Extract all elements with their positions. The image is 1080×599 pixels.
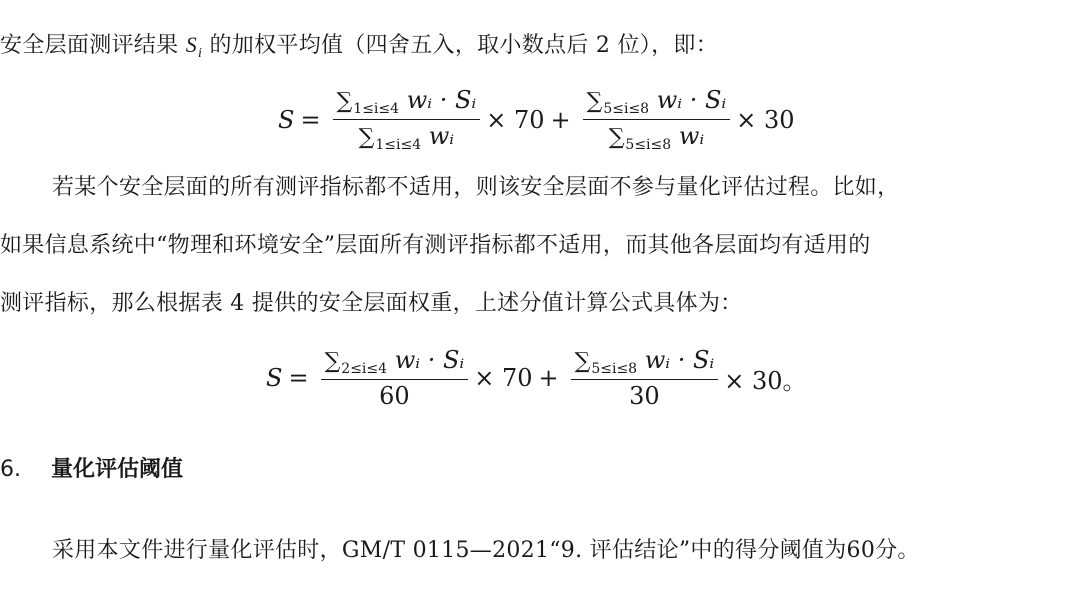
intro-variable: S bbox=[185, 32, 198, 57]
formula1-times-70: × 70 bbox=[486, 106, 545, 134]
formula2-frac1-denominator: 60 bbox=[379, 382, 410, 410]
formula1-fraction-2 bbox=[583, 86, 731, 154]
formula1-frac2-denominator: $\sum_{5\le i\le 8}$ wᵢ bbox=[608, 122, 705, 153]
formula2-fraction-1 bbox=[321, 346, 469, 410]
intro-text-before: 安全层面测评结果 bbox=[0, 33, 186, 58]
formula1-fraction-1 bbox=[333, 86, 481, 154]
formula2-frac1-numerator: $\sum_{2\le i\le 4}$ wᵢ · Sᵢ bbox=[321, 346, 469, 380]
intro-variable-subscript: i bbox=[198, 46, 203, 61]
formula2-fraction-2 bbox=[571, 346, 719, 410]
formula2-equals: = bbox=[288, 364, 309, 392]
paragraph-line-2: 如果信息系统中“物理和环境安全”层面所有测评指标都不适用，而其他各层面均有适用的 bbox=[0, 233, 871, 258]
formula1-frac1-denominator: $\sum_{1\le i\le 4}$ wᵢ bbox=[358, 122, 455, 153]
paragraph-line-3: 测评指标，那么根据表 4 提供的安全层面权重，上述分值计算公式具体为： bbox=[0, 291, 743, 316]
formula1-plus: + bbox=[550, 106, 571, 134]
intro-text-after: 的加权平均值（四舍五入，取小数点后 2 位），即： bbox=[202, 33, 718, 58]
section-title: 量化评估阈值 bbox=[51, 457, 184, 482]
intro-line bbox=[0, 30, 718, 64]
formula1-frac1-numerator: $\sum_{1\le i\le 4}$ wᵢ · Sᵢ bbox=[333, 86, 481, 120]
formula2-times-30: × 30。 bbox=[724, 366, 807, 395]
formula2-plus: + bbox=[538, 364, 559, 392]
section-heading bbox=[0, 455, 183, 485]
formula2-frac2-numerator: $\sum_{5\le i\le 8}$ wᵢ · Sᵢ bbox=[571, 346, 719, 380]
formula1-frac2-numerator: $\sum_{5\le i\le 8}$ wᵢ · Sᵢ bbox=[583, 86, 731, 120]
formula-specific bbox=[266, 346, 807, 410]
final-paragraph: 采用本文件进行量化评估时，GM/T 0115—2021“9. 评估结论”中的得分阈值为60分。 bbox=[52, 538, 920, 563]
paragraph-line-1: 若某个安全层面的所有测评指标都不适用，则该安全层面不参与量化评估过程。比如， bbox=[52, 175, 900, 200]
formula1-lhs: S bbox=[278, 106, 295, 134]
section-number: 6. bbox=[0, 457, 21, 482]
formula-weighted-average bbox=[278, 86, 795, 154]
formula1-equals: = bbox=[300, 106, 321, 134]
formula2-times-70: × 70 bbox=[474, 364, 533, 392]
formula2-lhs: S bbox=[266, 364, 283, 392]
formula1-times-30: × 30 bbox=[736, 106, 795, 134]
formula2-frac2-denominator: 30 bbox=[629, 382, 660, 410]
